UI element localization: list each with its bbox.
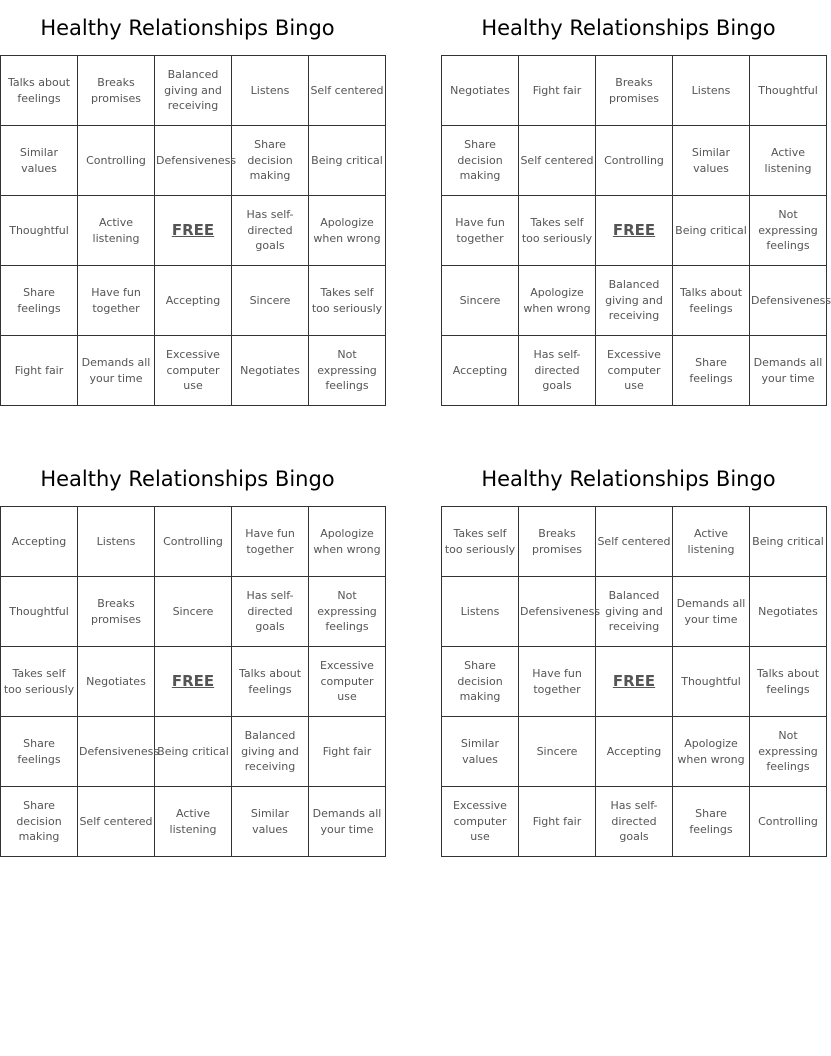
bingo-cell: Accepting xyxy=(442,336,519,406)
bingo-cell: Demands all your time xyxy=(78,336,155,406)
grid-row xyxy=(1,56,386,126)
bingo-cell: Talks about feelings xyxy=(232,647,309,717)
bingo-cell: Similar values xyxy=(232,787,309,857)
bingo-cell: Talks about feelings xyxy=(673,266,750,336)
bingo-cell: Self centered xyxy=(309,56,386,126)
grid-row xyxy=(1,577,386,647)
free-cell: FREE xyxy=(155,196,232,266)
bingo-cell: Balanced giving and receiving xyxy=(232,717,309,787)
free-cell: FREE xyxy=(596,647,673,717)
bingo-cell: Balanced giving and receiving xyxy=(155,56,232,126)
grid-row xyxy=(1,336,386,406)
bingo-cell: Has self-directed goals xyxy=(596,787,673,857)
bingo-cell: Talks about feelings xyxy=(750,647,827,717)
bingo-card-3 xyxy=(0,451,382,857)
bingo-cell: Takes self too seriously xyxy=(1,647,78,717)
bingo-cell: Sincere xyxy=(232,266,309,336)
grid-row xyxy=(1,717,386,787)
grid-row xyxy=(442,56,827,126)
bingo-cell: Have fun together xyxy=(232,507,309,577)
grid-row xyxy=(442,717,827,787)
grid-row xyxy=(442,647,827,717)
card-title: Healthy Relationships Bingo xyxy=(40,16,335,40)
grid-row xyxy=(442,577,827,647)
grid-row xyxy=(1,787,386,857)
bingo-cell: Similar values xyxy=(673,126,750,196)
bingo-cell: Excessive computer use xyxy=(309,647,386,717)
bingo-cell: Listens xyxy=(78,507,155,577)
bingo-cell: Negotiates xyxy=(442,56,519,126)
grid-row xyxy=(442,507,827,577)
bingo-card-2 xyxy=(441,0,831,406)
bingo-cell: Demands all your time xyxy=(309,787,386,857)
bingo-cell: Accepting xyxy=(596,717,673,787)
bingo-cell: Self centered xyxy=(519,126,596,196)
bingo-cell: Controlling xyxy=(750,787,827,857)
bingo-cell: Not expressing feelings xyxy=(750,196,827,266)
bingo-cell: Listens xyxy=(442,577,519,647)
bingo-cell: Has self-directed goals xyxy=(519,336,596,406)
bingo-cell: Sincere xyxy=(155,577,232,647)
bingo-cell: Share feelings xyxy=(673,787,750,857)
grid-row xyxy=(1,647,386,717)
bingo-cell: Defensiveness xyxy=(519,577,596,647)
bingo-cell: Share feelings xyxy=(1,266,78,336)
bingo-cell: Takes self too seriously xyxy=(442,507,519,577)
bingo-cell: Balanced giving and receiving xyxy=(596,577,673,647)
bingo-cell: Not expressing feelings xyxy=(309,577,386,647)
bingo-card-4 xyxy=(441,451,824,857)
bingo-cell: Share feelings xyxy=(673,336,750,406)
grid-row xyxy=(442,336,827,406)
bingo-cell: Controlling xyxy=(78,126,155,196)
bingo-cell: Defensiveness xyxy=(750,266,827,336)
bingo-cell: Sincere xyxy=(442,266,519,336)
bingo-cell: Have fun together xyxy=(519,647,596,717)
bingo-cell: Active listening xyxy=(78,196,155,266)
bingo-cell: Thoughtful xyxy=(1,196,78,266)
bingo-cell: Listens xyxy=(673,56,750,126)
bingo-cell: Self centered xyxy=(78,787,155,857)
bingo-grid xyxy=(441,55,831,406)
grid-row xyxy=(1,266,386,336)
bingo-cell: Controlling xyxy=(596,126,673,196)
bingo-cell: Breaks promises xyxy=(596,56,673,126)
bingo-grid xyxy=(0,55,386,406)
bingo-cell: Share decision making xyxy=(232,126,309,196)
grid-row xyxy=(1,196,386,266)
bingo-cell: Demands all your time xyxy=(673,577,750,647)
bingo-cell: Fight fair xyxy=(519,787,596,857)
bingo-cell: Not expressing feelings xyxy=(309,336,386,406)
bingo-cell: Thoughtful xyxy=(673,647,750,717)
bingo-cell: Excessive computer use xyxy=(442,787,519,857)
bingo-cell: Active listening xyxy=(155,787,232,857)
bingo-cell: Negotiates xyxy=(750,577,827,647)
bingo-cell: Controlling xyxy=(155,507,232,577)
card-title: Healthy Relationships Bingo xyxy=(481,467,776,491)
card-title: Healthy Relationships Bingo xyxy=(481,16,776,40)
bingo-cell: Has self-directed goals xyxy=(232,577,309,647)
bingo-cell: Share decision making xyxy=(442,126,519,196)
free-cell: FREE xyxy=(596,196,673,266)
bingo-card-1 xyxy=(0,0,384,406)
bingo-cell: Have fun together xyxy=(442,196,519,266)
bingo-cell: Accepting xyxy=(155,266,232,336)
bingo-cell: Fight fair xyxy=(1,336,78,406)
bingo-cell: Share decision making xyxy=(1,787,78,857)
bingo-cell: Being critical xyxy=(673,196,750,266)
grid-row xyxy=(442,787,827,857)
grid-row xyxy=(442,196,827,266)
bingo-cell: Have fun together xyxy=(78,266,155,336)
free-cell: FREE xyxy=(155,647,232,717)
bingo-cell: Not expressing feelings xyxy=(750,717,827,787)
bingo-cell: Takes self too seriously xyxy=(309,266,386,336)
bingo-cell: Share feelings xyxy=(1,717,78,787)
bingo-cell: Has self-directed goals xyxy=(232,196,309,266)
grid-row xyxy=(1,126,386,196)
bingo-cell: Thoughtful xyxy=(1,577,78,647)
bingo-cell: Being critical xyxy=(155,717,232,787)
bingo-cell: Excessive computer use xyxy=(155,336,232,406)
bingo-cell: Self centered xyxy=(596,507,673,577)
bingo-cell: Being critical xyxy=(750,507,827,577)
bingo-cell: Defensiveness xyxy=(155,126,232,196)
bingo-cell: Share decision making xyxy=(442,647,519,717)
bingo-cell: Negotiates xyxy=(232,336,309,406)
grid-row xyxy=(1,507,386,577)
bingo-cell: Fight fair xyxy=(519,56,596,126)
bingo-cell: Apologize when wrong xyxy=(309,196,386,266)
bingo-cell: Apologize when wrong xyxy=(309,507,386,577)
bingo-cell: Defensiveness xyxy=(78,717,155,787)
bingo-cell: Breaks promises xyxy=(78,577,155,647)
bingo-cell: Similar values xyxy=(442,717,519,787)
grid-row xyxy=(442,266,827,336)
bingo-cell: Breaks promises xyxy=(519,507,596,577)
bingo-cell: Fight fair xyxy=(309,717,386,787)
bingo-cell: Active listening xyxy=(750,126,827,196)
bingo-cell: Apologize when wrong xyxy=(519,266,596,336)
bingo-cell: Listens xyxy=(232,56,309,126)
bingo-cell: Sincere xyxy=(519,717,596,787)
bingo-cell: Active listening xyxy=(673,507,750,577)
bingo-grid xyxy=(0,506,386,857)
bingo-cell: Negotiates xyxy=(78,647,155,717)
bingo-cell: Thoughtful xyxy=(750,56,827,126)
bingo-cell: Breaks promises xyxy=(78,56,155,126)
bingo-cell: Similar values xyxy=(1,126,78,196)
bingo-cell: Demands all your time xyxy=(750,336,827,406)
card-title: Healthy Relationships Bingo xyxy=(40,467,335,491)
bingo-cell: Takes self too seriously xyxy=(519,196,596,266)
bingo-cell: Balanced giving and receiving xyxy=(596,266,673,336)
bingo-cell: Excessive computer use xyxy=(596,336,673,406)
bingo-cell: Accepting xyxy=(1,507,78,577)
bingo-grid xyxy=(441,506,827,857)
bingo-cell: Apologize when wrong xyxy=(673,717,750,787)
bingo-cell: Talks about feelings xyxy=(1,56,78,126)
grid-row xyxy=(442,126,827,196)
bingo-cell: Being critical xyxy=(309,126,386,196)
